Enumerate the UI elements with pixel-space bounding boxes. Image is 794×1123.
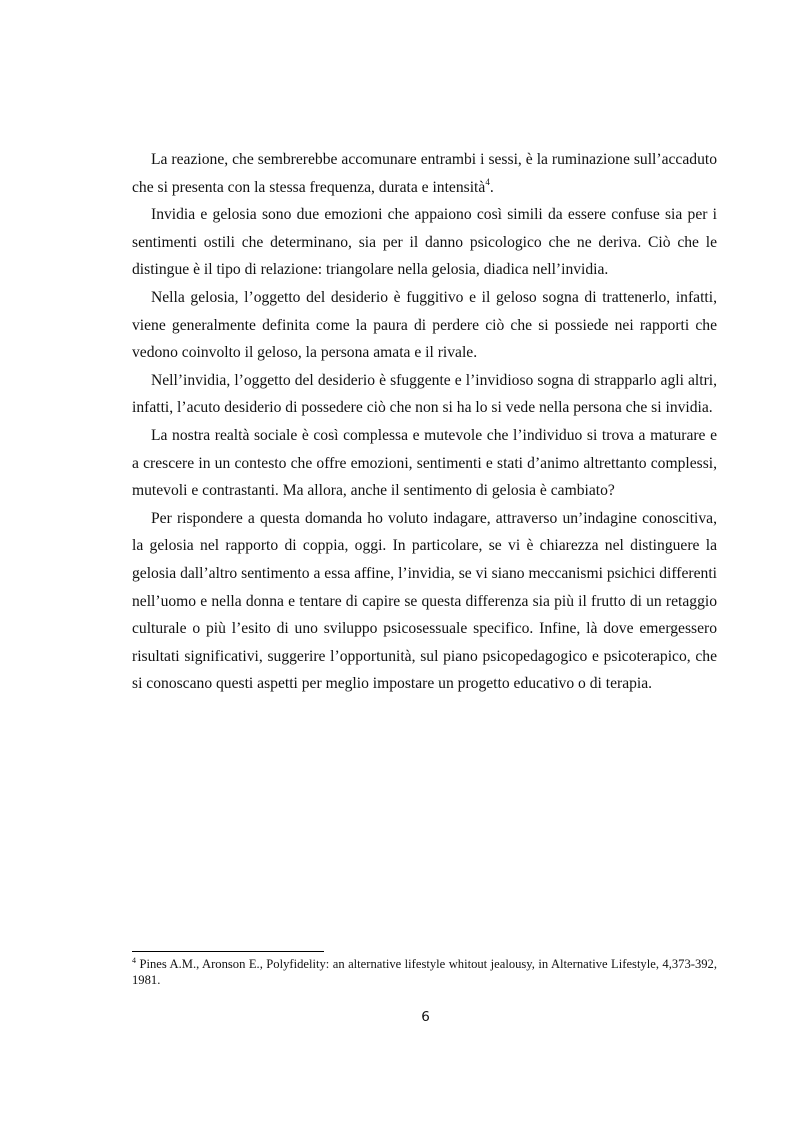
paragraph-6: Per rispondere a questa domanda ho voluto indagare, attraverso un’indagine conoscitiva, la gelosia nel rapporto di coppia, oggi. In particolare, se vi è chiarezza nel distinguere la gelosia dall’altro sentimento a essa affine, l’invidia, se vi siano meccanismi psichici differenti nell’uomo e nella donna e tentare di capire se questa differenza sia più il frutto di un retaggio culturale o più l’esito di uno sviluppo psicosessuale specifico. Infine, là dove emergessero risultati significativi, suggerire l’opportunità, sul piano psicopedagogico e psicoterapico, che si conoscano questi aspetti per meglio impostare un progetto educativo o di terapia. bbox=[132, 509, 717, 693]
body-text bbox=[132, 146, 717, 698]
footnote-number: 4 bbox=[132, 956, 136, 965]
paragraph-4: Nell’invidia, l’oggetto del desiderio è sfuggente e l’invidioso sogna di strapparlo agli altri, infatti, l’acuto desiderio di possedere ciò che non si ha lo si vede nella persona che si invidia. bbox=[132, 371, 717, 417]
paragraph-1: La reazione, che sembrerebbe accomunare entrambi i sessi, è la ruminazione sull’accaduto che si presenta con la stessa frequenza, durata e intensità$^4$. bbox=[132, 151, 717, 196]
paragraph-3: Nella gelosia, l’oggetto del desiderio è fuggitivo e il geloso sogna di trattenerlo, infatti, viene generalmente definita come la paura di perdere ciò che si possiede nei rapporti che vedono coinvolto il geloso, la persona amata e il rivale. bbox=[132, 288, 717, 362]
paragraph-2: Invidia e gelosia sono due emozioni che appaiono così simili da essere confuse sia per i sentimenti ostili che determinano, sia per il danno psicologico che ne deriva. Ciò che le distingue è il tipo di relazione: triangolare nella gelosia, diadica nell’invidia. bbox=[132, 206, 717, 279]
page-number: 6 bbox=[421, 1009, 430, 1025]
footnote-separator bbox=[132, 951, 324, 952]
footnote-text: Pines A.M., Aronson E., Polyfidelity: an alternative lifestyle whitout jealousy, in Alternative Lifestyle, 4,373-392, 1981. bbox=[132, 957, 717, 987]
footnote bbox=[132, 956, 717, 988]
paragraph-5: La nostra realtà sociale è così complessa e mutevole che l’individuo si trova a maturare e a crescere in un contesto che offre emozioni, sentimenti e stati d’animo altrettanto complessi, mutevoli e contrastanti. Ma allora, anche il sentimento di gelosia è cambiato? bbox=[132, 426, 717, 500]
footnote-reference[interactable]: 4 bbox=[485, 176, 490, 187]
